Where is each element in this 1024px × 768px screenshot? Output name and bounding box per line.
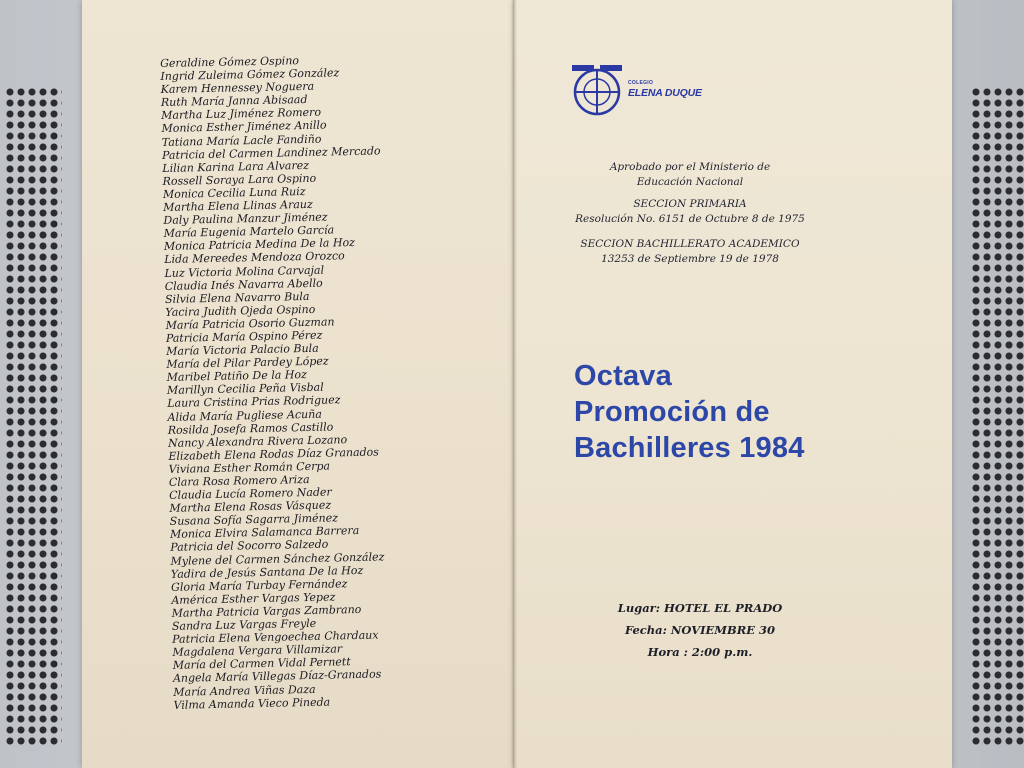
event-date: Fecha: NOVIEMBRE 30 [624,623,776,637]
graduate-name: América Esther Vargas Yepez [171,590,336,607]
graduate-name: Patricia Elena Vengoechea Chardaux [172,628,379,646]
graduate-name: Rossell Soraya Lara Ospino [162,171,317,188]
graduate-name: Martha Luz Jiménez Romero [161,106,322,123]
graduate-name: Karem Hennessey Noguera [160,79,315,97]
graduate-name: Alida María Pugliese Acuña [167,407,322,424]
graduate-name: Patricia del Socorro Salzedo [170,538,329,555]
graduate-name: Nancy Alexandra Rivera Lozano [167,432,348,450]
title-line-1: Octava [574,360,672,392]
graduate-name: María Patricia Osorio Guzman [165,315,335,332]
graduate-name: Martha Elena Llinas Arauz [163,197,313,214]
right-vent-grille [972,88,1024,748]
graduate-name: Rosilda Josefa Ramos Castillo [167,420,334,437]
event-time: Hora : 2:00 p.m. [647,645,753,659]
school-logo [570,63,730,123]
graduate-name: Marillyn Cecilia Peña Visbal [166,380,324,398]
graduate-name: Tatiana María Lacle Fandiño [161,132,322,149]
graduate-name: Monica Patricia Medina De la Hoz [163,236,356,254]
graduate-name: María Andrea Viñas Daza [173,682,316,699]
graduate-name: Monica Cecilia Luna Ruiz [162,184,306,201]
graduate-name: Luz Victoria Molina Carvajal [164,263,325,280]
bachillerato-resolution: 13253 de Septiembre 19 de 1978 [601,253,779,265]
title-line-2: Promoción de [574,396,770,428]
graduate-name: María Victoria Palacio Bula [166,341,319,358]
graduate-name: Yacira Judith Ojeda Ospino [165,302,316,319]
graduate-name: Vilma Amanda Vieco Pineda [173,695,331,712]
graduate-name: María del Carmen Vidal Pernett [172,655,351,673]
graduate-name: Gloria María Turbay Fernández [170,576,348,594]
graduate-name: Sandra Luz Vargas Freyle [171,616,317,633]
logo-small-text: COLEGIO [628,80,654,86]
graduate-name: Silvia Elena Navarro Bula [164,289,310,306]
approval-line-1: Aprobado por el Ministerio de [609,161,771,173]
graduate-name: Elizabeth Elena Rodas Díaz Granados [168,445,380,463]
graduate-name: Lilian Karina Lara Alvarez [162,158,310,175]
school-emblem-icon [570,63,624,117]
event-details [600,597,800,663]
primaria-resolution: Resolución No. 6151 de Octubre 8 de 1975 [575,213,805,225]
graduate-name: Laura Cristina Prias Rodriguez [167,393,341,411]
program-fold [511,0,517,768]
graduate-names-list [160,51,474,712]
graduate-name: Patricia del Carmen Landinez Mercado [161,144,381,162]
left-vent-grille [6,88,62,748]
graduate-name: Magdalena Vergara Villamizar [172,642,343,660]
graduate-name: Martha Elena Rosas Vásquez [169,498,332,516]
graduate-name: Clara Rosa Romero Ariza [168,472,310,489]
approval-block [555,160,825,267]
graduate-name: Ruth María Janna Abisaad [160,93,308,110]
graduate-name: María Eugenia Martelo García [163,223,335,241]
graduate-name: Monica Esther Jiménez Anillo [161,118,327,136]
graduate-name: Angela María Villegas Díaz-Granados [172,667,382,686]
promotion-title [574,358,914,466]
primaria-heading: SECCION PRIMARIA [633,198,747,210]
graduate-name: Ingrid Zuleima Gómez González [160,66,340,84]
graduate-name: Claudia Lucía Romero Nader [169,485,332,502]
graduate-name: Mylene del Carmen Sánchez González [170,549,385,568]
logo-school-name: ELENA DUQUE [628,87,702,99]
bachillerato-heading: SECCION BACHILLERATO ACADEMICO [580,238,800,250]
graduate-name: Lida Mereedes Mendoza Orozco [164,249,345,267]
event-place: Lugar: HOTEL EL PRADO [617,601,783,615]
graduate-name: Susana Sofía Sagarra Jiménez [169,511,339,529]
graduate-name: Maribel Patiño De la Hoz [166,368,308,385]
graduate-name: Claudia Inés Navarra Abello [164,276,323,293]
graduate-name: Daly Paulina Manzur Jiménez [163,210,328,228]
graduate-name: Geraldine Gómez Ospino [160,54,300,70]
graduate-name: Martha Patricia Vargas Zambrano [171,602,362,620]
graduate-name: Viviana Esther Román Cerpa [168,459,331,476]
title-line-3: Bachilleres 1984 [574,432,805,464]
graduate-name: Patricia María Ospino Pérez [165,328,323,345]
graduate-name: Yadira de Jesús Santana De la Hoz [170,563,364,581]
approval-line-2: Educación Nacional [636,176,744,188]
graduate-name: María del Pilar Pardey López [166,354,329,372]
graduate-name: Monica Elvira Salamanca Barrera [169,524,360,542]
